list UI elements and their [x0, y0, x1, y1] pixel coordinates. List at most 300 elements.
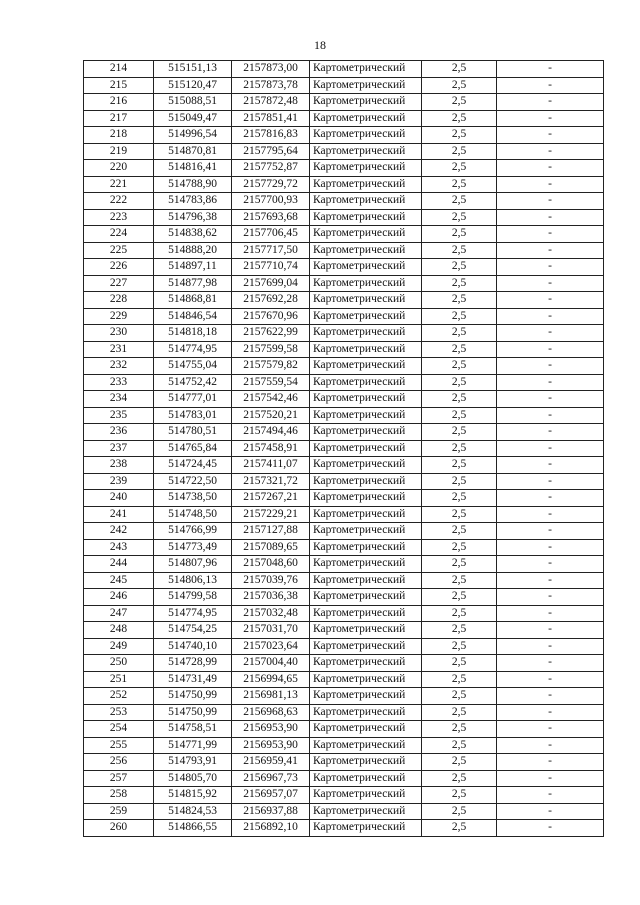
- cell-coord-y: 2157127,88: [232, 523, 310, 540]
- cell-coord-y: 2157752,87: [232, 160, 310, 177]
- cell-extra: -: [497, 523, 604, 540]
- cell-coord-y: 2157599,58: [232, 341, 310, 358]
- cell-extra: -: [497, 391, 604, 408]
- cell-coord-x: 514750,99: [154, 704, 232, 721]
- cell-method: Картометрический: [310, 787, 422, 804]
- cell-point-number: 225: [84, 242, 154, 259]
- cell-coord-y: 2157559,54: [232, 374, 310, 391]
- cell-coord-y: 2157520,21: [232, 407, 310, 424]
- cell-method: Картометрический: [310, 721, 422, 738]
- cell-method: Картометрический: [310, 391, 422, 408]
- cell-method: Картометрический: [310, 622, 422, 639]
- cell-accuracy: 2,5: [422, 308, 497, 325]
- table-row: [84, 292, 604, 309]
- cell-method: Картометрический: [310, 308, 422, 325]
- cell-point-number: 231: [84, 341, 154, 358]
- cell-method: Картометрический: [310, 407, 422, 424]
- cell-coord-x: 514740,10: [154, 638, 232, 655]
- cell-extra: -: [497, 820, 604, 837]
- table-row: [84, 325, 604, 342]
- table-row: [84, 787, 604, 804]
- cell-method: Картометрический: [310, 226, 422, 243]
- cell-method: Картометрический: [310, 440, 422, 457]
- table-row: [84, 457, 604, 474]
- cell-accuracy: 2,5: [422, 193, 497, 210]
- cell-accuracy: 2,5: [422, 374, 497, 391]
- cell-accuracy: 2,5: [422, 638, 497, 655]
- cell-extra: -: [497, 292, 604, 309]
- table-row: [84, 374, 604, 391]
- cell-coord-x: 515049,47: [154, 110, 232, 127]
- cell-accuracy: 2,5: [422, 457, 497, 474]
- cell-point-number: 218: [84, 127, 154, 144]
- cell-method: Картометрический: [310, 638, 422, 655]
- cell-accuracy: 2,5: [422, 160, 497, 177]
- cell-accuracy: 2,5: [422, 473, 497, 490]
- cell-point-number: 214: [84, 61, 154, 78]
- table-row: [84, 110, 604, 127]
- cell-point-number: 241: [84, 506, 154, 523]
- cell-point-number: 242: [84, 523, 154, 540]
- cell-coord-x: 514816,41: [154, 160, 232, 177]
- cell-coord-y: 2157579,82: [232, 358, 310, 375]
- cell-point-number: 248: [84, 622, 154, 639]
- cell-coord-x: 514738,50: [154, 490, 232, 507]
- cell-method: Картометрический: [310, 704, 422, 721]
- cell-coord-x: 514766,99: [154, 523, 232, 540]
- cell-coord-y: 2157622,99: [232, 325, 310, 342]
- cell-coord-x: 514788,90: [154, 176, 232, 193]
- coordinates-table: [83, 60, 604, 837]
- table-row: [84, 671, 604, 688]
- table-row: [84, 770, 604, 787]
- cell-coord-y: 2157031,70: [232, 622, 310, 639]
- cell-method: Картометрический: [310, 341, 422, 358]
- cell-accuracy: 2,5: [422, 127, 497, 144]
- table-row: [84, 193, 604, 210]
- cell-coord-y: 2157717,50: [232, 242, 310, 259]
- cell-coord-y: 2157729,72: [232, 176, 310, 193]
- cell-point-number: 251: [84, 671, 154, 688]
- cell-extra: -: [497, 539, 604, 556]
- cell-coord-x: 514796,38: [154, 209, 232, 226]
- cell-extra: -: [497, 671, 604, 688]
- cell-method: Картометрический: [310, 523, 422, 540]
- cell-coord-x: 514773,49: [154, 539, 232, 556]
- table-row: [84, 737, 604, 754]
- table-row: [84, 308, 604, 325]
- cell-accuracy: 2,5: [422, 671, 497, 688]
- cell-coord-x: 514777,01: [154, 391, 232, 408]
- page-number: 18: [314, 38, 326, 52]
- cell-accuracy: 2,5: [422, 572, 497, 589]
- table-row: [84, 407, 604, 424]
- cell-coord-x: 514818,18: [154, 325, 232, 342]
- cell-point-number: 215: [84, 77, 154, 94]
- cell-accuracy: 2,5: [422, 292, 497, 309]
- cell-coord-x: 514780,51: [154, 424, 232, 441]
- cell-point-number: 250: [84, 655, 154, 672]
- cell-coord-y: 2157692,28: [232, 292, 310, 309]
- table-row: [84, 77, 604, 94]
- cell-point-number: 223: [84, 209, 154, 226]
- cell-extra: -: [497, 160, 604, 177]
- cell-extra: -: [497, 589, 604, 606]
- table-row: [84, 127, 604, 144]
- cell-accuracy: 2,5: [422, 523, 497, 540]
- cell-accuracy: 2,5: [422, 770, 497, 787]
- cell-extra: -: [497, 325, 604, 342]
- table-row: [84, 605, 604, 622]
- cell-coord-x: 514754,25: [154, 622, 232, 639]
- cell-accuracy: 2,5: [422, 490, 497, 507]
- cell-extra: -: [497, 770, 604, 787]
- cell-accuracy: 2,5: [422, 688, 497, 705]
- cell-coord-y: 2157851,41: [232, 110, 310, 127]
- cell-method: Картометрический: [310, 539, 422, 556]
- cell-extra: -: [497, 704, 604, 721]
- cell-point-number: 257: [84, 770, 154, 787]
- cell-extra: -: [497, 275, 604, 292]
- cell-point-number: 217: [84, 110, 154, 127]
- table-row: [84, 589, 604, 606]
- cell-method: Картометрический: [310, 160, 422, 177]
- table-row: [84, 473, 604, 490]
- cell-extra: -: [497, 110, 604, 127]
- cell-extra: -: [497, 358, 604, 375]
- cell-extra: -: [497, 176, 604, 193]
- table-row: [84, 572, 604, 589]
- cell-coord-x: 514799,58: [154, 589, 232, 606]
- cell-point-number: 216: [84, 94, 154, 111]
- cell-coord-y: 2157494,46: [232, 424, 310, 441]
- cell-accuracy: 2,5: [422, 226, 497, 243]
- table-row: [84, 638, 604, 655]
- table-row: [84, 259, 604, 276]
- cell-extra: -: [497, 209, 604, 226]
- cell-method: Картометрический: [310, 589, 422, 606]
- cell-coord-y: 2156953,90: [232, 721, 310, 738]
- cell-accuracy: 2,5: [422, 358, 497, 375]
- cell-coord-y: 2157699,04: [232, 275, 310, 292]
- cell-coord-y: 2157023,64: [232, 638, 310, 655]
- table-row: [84, 61, 604, 78]
- table-row: [84, 754, 604, 771]
- cell-point-number: 222: [84, 193, 154, 210]
- cell-point-number: 252: [84, 688, 154, 705]
- cell-method: Картометрический: [310, 556, 422, 573]
- cell-accuracy: 2,5: [422, 605, 497, 622]
- cell-coord-x: 514806,13: [154, 572, 232, 589]
- cell-point-number: 220: [84, 160, 154, 177]
- cell-extra: -: [497, 605, 604, 622]
- cell-accuracy: 2,5: [422, 77, 497, 94]
- cell-method: Картометрический: [310, 506, 422, 523]
- table-row: [84, 226, 604, 243]
- cell-method: Картометрический: [310, 77, 422, 94]
- cell-coord-x: 514824,53: [154, 803, 232, 820]
- table-row: [84, 490, 604, 507]
- cell-method: Картометрический: [310, 61, 422, 78]
- cell-coord-x: 514783,01: [154, 407, 232, 424]
- cell-accuracy: 2,5: [422, 424, 497, 441]
- cell-extra: -: [497, 721, 604, 738]
- cell-point-number: 232: [84, 358, 154, 375]
- cell-extra: -: [497, 473, 604, 490]
- cell-point-number: 228: [84, 292, 154, 309]
- cell-method: Картометрический: [310, 358, 422, 375]
- cell-point-number: 247: [84, 605, 154, 622]
- cell-extra: -: [497, 556, 604, 573]
- cell-method: Картометрический: [310, 424, 422, 441]
- table-row: [84, 688, 604, 705]
- cell-coord-x: 515120,47: [154, 77, 232, 94]
- table-row: [84, 704, 604, 721]
- cell-coord-x: 514815,92: [154, 787, 232, 804]
- cell-coord-x: 514805,70: [154, 770, 232, 787]
- cell-coord-x: 514748,50: [154, 506, 232, 523]
- cell-coord-x: 514838,62: [154, 226, 232, 243]
- cell-coord-x: 514755,04: [154, 358, 232, 375]
- cell-method: Картометрический: [310, 737, 422, 754]
- cell-extra: -: [497, 341, 604, 358]
- cell-coord-x: 514774,95: [154, 605, 232, 622]
- cell-accuracy: 2,5: [422, 209, 497, 226]
- cell-accuracy: 2,5: [422, 341, 497, 358]
- cell-point-number: 243: [84, 539, 154, 556]
- cell-extra: -: [497, 94, 604, 111]
- table-row: [84, 721, 604, 738]
- cell-point-number: 258: [84, 787, 154, 804]
- cell-extra: -: [497, 424, 604, 441]
- cell-point-number: 234: [84, 391, 154, 408]
- cell-accuracy: 2,5: [422, 655, 497, 672]
- cell-coord-y: 2156968,63: [232, 704, 310, 721]
- cell-method: Картометрический: [310, 292, 422, 309]
- cell-extra: -: [497, 440, 604, 457]
- cell-point-number: 238: [84, 457, 154, 474]
- cell-method: Картометрический: [310, 820, 422, 837]
- cell-accuracy: 2,5: [422, 721, 497, 738]
- cell-accuracy: 2,5: [422, 704, 497, 721]
- table-row: [84, 275, 604, 292]
- cell-accuracy: 2,5: [422, 407, 497, 424]
- table-row: [84, 506, 604, 523]
- cell-accuracy: 2,5: [422, 737, 497, 754]
- cell-coord-x: 514897,11: [154, 259, 232, 276]
- cell-coord-x: 514731,49: [154, 671, 232, 688]
- cell-coord-y: 2157542,46: [232, 391, 310, 408]
- cell-accuracy: 2,5: [422, 176, 497, 193]
- cell-coord-y: 2157670,96: [232, 308, 310, 325]
- cell-extra: -: [497, 688, 604, 705]
- cell-extra: -: [497, 226, 604, 243]
- cell-coord-y: 2156959,41: [232, 754, 310, 771]
- cell-coord-x: 514888,20: [154, 242, 232, 259]
- cell-coord-y: 2156937,88: [232, 803, 310, 820]
- cell-point-number: 235: [84, 407, 154, 424]
- cell-coord-x: 514783,86: [154, 193, 232, 210]
- cell-coord-y: 2157004,40: [232, 655, 310, 672]
- cell-method: Картометрический: [310, 490, 422, 507]
- cell-accuracy: 2,5: [422, 242, 497, 259]
- cell-method: Картометрический: [310, 110, 422, 127]
- cell-accuracy: 2,5: [422, 539, 497, 556]
- cell-coord-y: 2157693,68: [232, 209, 310, 226]
- cell-point-number: 221: [84, 176, 154, 193]
- cell-coord-x: 514868,81: [154, 292, 232, 309]
- cell-method: Картометрический: [310, 770, 422, 787]
- cell-coord-y: 2157816,83: [232, 127, 310, 144]
- cell-coord-x: 514793,91: [154, 754, 232, 771]
- cell-coord-y: 2156981,13: [232, 688, 310, 705]
- cell-coord-y: 2157321,72: [232, 473, 310, 490]
- cell-coord-y: 2156994,65: [232, 671, 310, 688]
- cell-accuracy: 2,5: [422, 94, 497, 111]
- cell-coord-y: 2157873,78: [232, 77, 310, 94]
- cell-coord-x: 514722,50: [154, 473, 232, 490]
- cell-accuracy: 2,5: [422, 787, 497, 804]
- cell-extra: -: [497, 61, 604, 78]
- cell-accuracy: 2,5: [422, 440, 497, 457]
- cell-accuracy: 2,5: [422, 506, 497, 523]
- cell-point-number: 224: [84, 226, 154, 243]
- cell-coord-x: 514870,81: [154, 143, 232, 160]
- cell-method: Картометрический: [310, 176, 422, 193]
- cell-point-number: 256: [84, 754, 154, 771]
- cell-extra: -: [497, 572, 604, 589]
- table-row: [84, 143, 604, 160]
- cell-accuracy: 2,5: [422, 110, 497, 127]
- cell-extra: -: [497, 803, 604, 820]
- table-row: [84, 209, 604, 226]
- cell-extra: -: [497, 77, 604, 94]
- cell-accuracy: 2,5: [422, 275, 497, 292]
- cell-method: Картометрический: [310, 803, 422, 820]
- cell-extra: -: [497, 193, 604, 210]
- cell-method: Картометрический: [310, 209, 422, 226]
- cell-point-number: 244: [84, 556, 154, 573]
- cell-point-number: 254: [84, 721, 154, 738]
- cell-accuracy: 2,5: [422, 622, 497, 639]
- cell-coord-x: 514724,45: [154, 457, 232, 474]
- cell-coord-y: 2157048,60: [232, 556, 310, 573]
- cell-coord-y: 2157873,00: [232, 61, 310, 78]
- cell-coord-x: 514771,99: [154, 737, 232, 754]
- cell-coord-x: 514765,84: [154, 440, 232, 457]
- coordinates-table-body: [84, 61, 604, 837]
- cell-extra: -: [497, 259, 604, 276]
- cell-accuracy: 2,5: [422, 556, 497, 573]
- cell-point-number: 253: [84, 704, 154, 721]
- cell-extra: -: [497, 143, 604, 160]
- table-row: [84, 622, 604, 639]
- cell-point-number: 239: [84, 473, 154, 490]
- cell-coord-x: 514774,95: [154, 341, 232, 358]
- cell-point-number: 237: [84, 440, 154, 457]
- cell-coord-y: 2156957,07: [232, 787, 310, 804]
- table-row: [84, 391, 604, 408]
- cell-coord-y: 2157267,21: [232, 490, 310, 507]
- cell-method: Картометрический: [310, 143, 422, 160]
- cell-coord-x: 514996,54: [154, 127, 232, 144]
- table-row: [84, 655, 604, 672]
- table-row: [84, 358, 604, 375]
- cell-coord-x: 514877,98: [154, 275, 232, 292]
- cell-method: Картометрический: [310, 688, 422, 705]
- table-row: [84, 803, 604, 820]
- table-row: [84, 820, 604, 837]
- cell-method: Картометрический: [310, 655, 422, 672]
- cell-point-number: 246: [84, 589, 154, 606]
- cell-coord-x: 514846,54: [154, 308, 232, 325]
- cell-point-number: 230: [84, 325, 154, 342]
- cell-extra: -: [497, 457, 604, 474]
- cell-point-number: 240: [84, 490, 154, 507]
- cell-method: Картометрический: [310, 275, 422, 292]
- cell-extra: -: [497, 407, 604, 424]
- cell-method: Картометрический: [310, 325, 422, 342]
- cell-method: Картометрический: [310, 457, 422, 474]
- cell-point-number: 249: [84, 638, 154, 655]
- cell-accuracy: 2,5: [422, 820, 497, 837]
- cell-accuracy: 2,5: [422, 143, 497, 160]
- table-row: [84, 539, 604, 556]
- cell-extra: -: [497, 622, 604, 639]
- cell-extra: -: [497, 242, 604, 259]
- cell-coord-x: 514807,96: [154, 556, 232, 573]
- cell-coord-x: 515151,13: [154, 61, 232, 78]
- cell-coord-y: 2157089,65: [232, 539, 310, 556]
- table-row: [84, 424, 604, 441]
- cell-coord-y: 2157710,74: [232, 259, 310, 276]
- table-row: [84, 160, 604, 177]
- cell-coord-y: 2156967,73: [232, 770, 310, 787]
- cell-point-number: 226: [84, 259, 154, 276]
- cell-method: Картометрический: [310, 94, 422, 111]
- cell-coord-y: 2157795,64: [232, 143, 310, 160]
- cell-point-number: 236: [84, 424, 154, 441]
- cell-extra: -: [497, 374, 604, 391]
- cell-point-number: 229: [84, 308, 154, 325]
- cell-accuracy: 2,5: [422, 754, 497, 771]
- cell-point-number: 233: [84, 374, 154, 391]
- cell-method: Картометрический: [310, 605, 422, 622]
- cell-method: Картометрический: [310, 754, 422, 771]
- cell-point-number: 260: [84, 820, 154, 837]
- cell-extra: -: [497, 506, 604, 523]
- cell-accuracy: 2,5: [422, 803, 497, 820]
- cell-point-number: 227: [84, 275, 154, 292]
- cell-coord-x: 514728,99: [154, 655, 232, 672]
- cell-method: Картометрический: [310, 572, 422, 589]
- cell-coord-y: 2157036,38: [232, 589, 310, 606]
- cell-coord-y: 2157039,76: [232, 572, 310, 589]
- cell-coord-x: 514866,55: [154, 820, 232, 837]
- table-row: [84, 523, 604, 540]
- table-row: [84, 176, 604, 193]
- cell-method: Картометрический: [310, 473, 422, 490]
- cell-extra: -: [497, 490, 604, 507]
- cell-coord-y: 2157458,91: [232, 440, 310, 457]
- table-row: [84, 440, 604, 457]
- cell-accuracy: 2,5: [422, 589, 497, 606]
- cell-accuracy: 2,5: [422, 259, 497, 276]
- cell-point-number: 255: [84, 737, 154, 754]
- cell-method: Картометрический: [310, 242, 422, 259]
- cell-extra: -: [497, 308, 604, 325]
- cell-coord-y: 2157706,45: [232, 226, 310, 243]
